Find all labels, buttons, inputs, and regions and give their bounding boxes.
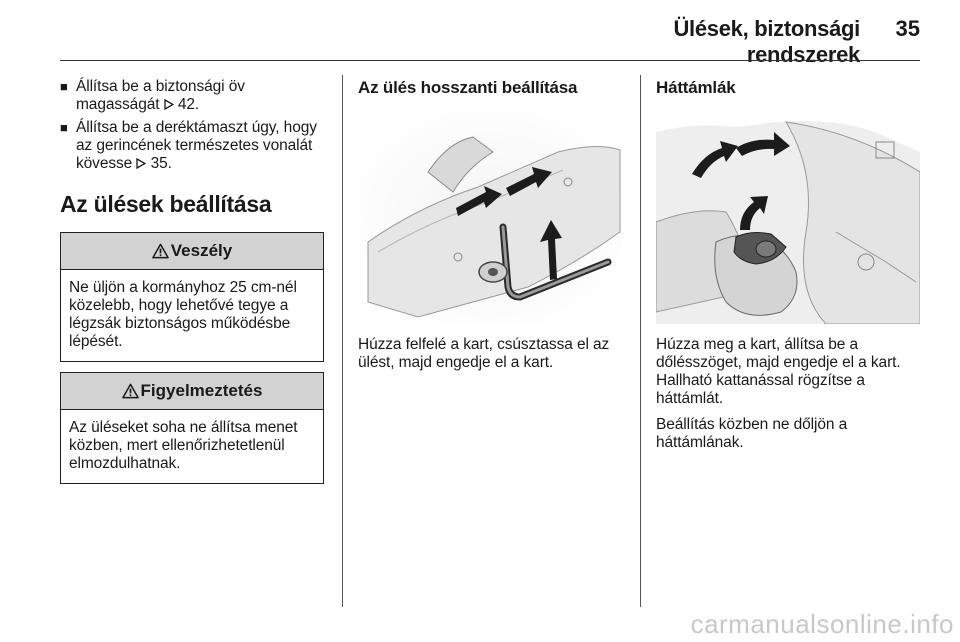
bullet-ref: 35.	[146, 155, 172, 172]
watermark-text: carmanualsonline.info	[690, 609, 954, 639]
caution-box-header	[61, 373, 323, 410]
warning-triangle-icon	[152, 243, 169, 259]
danger-box-body: Ne üljön a kormányhoz 25 cm-nél közelebb, hogy lehetővé tegye a légzsák biztonságos működésbe lépését.	[69, 279, 297, 350]
header-rule	[60, 60, 920, 61]
bullet-text: Állítsa be a biztonsági öv magasságát	[76, 78, 245, 113]
bullet-item	[60, 119, 328, 173]
page-ref-arrow-icon	[136, 158, 146, 169]
danger-box	[60, 232, 324, 362]
column-3	[656, 78, 922, 452]
section-heading: Az ülés hosszanti beállítása	[358, 78, 578, 97]
backrest-illustration	[656, 112, 920, 324]
page-ref-arrow-icon	[164, 99, 174, 110]
column-divider-1	[342, 75, 343, 607]
column-2	[358, 78, 624, 372]
caution-box-title: Figyelmeztetés	[140, 381, 263, 400]
bullet-ref: 42.	[173, 96, 200, 113]
danger-box-title: Veszély	[170, 241, 233, 260]
paragraph: Húzza meg a kart, állítsa be a dőlésszöget, majd engedje el a kart. Hallható kattanással rögzítse a háttámlát.	[656, 336, 901, 407]
column-divider-2	[640, 75, 641, 607]
bullet-square-icon: ■	[60, 120, 68, 135]
section-heading: Háttámlák	[656, 78, 736, 97]
caution-box	[60, 372, 324, 484]
page-number: 35	[895, 16, 920, 41]
bullet-item	[60, 78, 328, 114]
danger-box-header	[61, 233, 323, 270]
caution-box-body: Az üléseket soha ne állítsa menet közben, mert ellenőrizhetetlenül elmozdulhatnak.	[69, 419, 298, 472]
bullet-square-icon: ■	[60, 79, 68, 94]
section-heading: Az ülések beállítása	[60, 191, 272, 217]
paragraph: Beállítás közben ne dőljön a háttámlának.	[656, 416, 848, 451]
paragraph: Húzza felfelé a kart, csúsztassa el az ülést, majd engedje el a kart.	[358, 336, 610, 371]
page-header-title: Ülések, biztonsági rendszerek	[673, 16, 860, 67]
warning-triangle-icon	[122, 383, 139, 399]
seat-slide-illustration	[358, 112, 622, 324]
column-1	[60, 78, 328, 494]
bullet-text: Állítsa be a deréktámaszt úgy, hogy az gerincének természetes vonalát kövesse	[76, 119, 317, 172]
